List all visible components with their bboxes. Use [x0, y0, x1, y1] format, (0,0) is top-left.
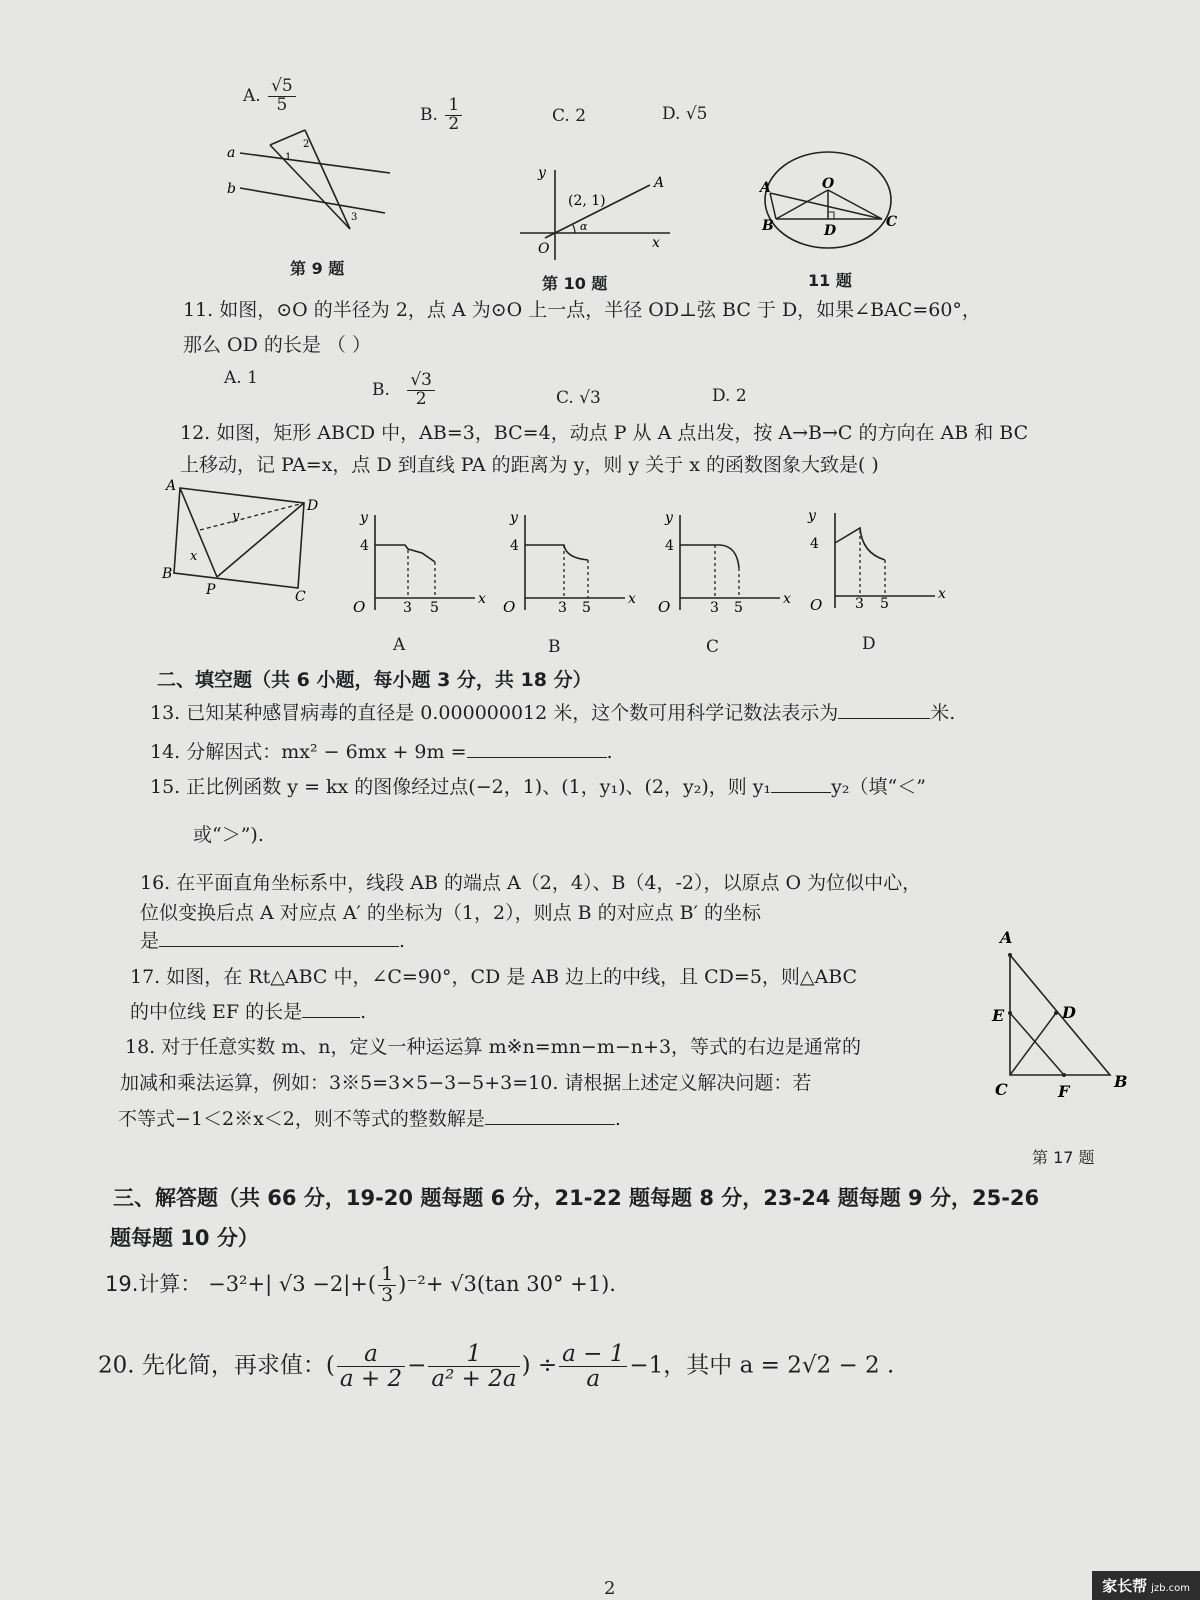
q10-option-a-num: √5	[268, 78, 296, 97]
q19-frac-den: 3	[381, 1283, 394, 1306]
point-a-label: A	[1000, 928, 1013, 947]
q16-line3	[140, 926, 405, 953]
point-o-label: O	[822, 176, 835, 192]
label-a: a	[227, 145, 236, 161]
origin-label: O	[538, 241, 550, 257]
q11-option-b	[372, 372, 437, 409]
graph-a	[350, 510, 490, 620]
q10-option-c: C. 2	[552, 106, 587, 126]
q17-line2	[130, 997, 366, 1024]
figure-17	[990, 925, 1130, 1100]
segment-cd	[1010, 1013, 1056, 1075]
q20-frac2-num: 1	[428, 1342, 519, 1367]
section-3-heading-line2: 题每题 10 分）	[110, 1226, 259, 1250]
point-d-label: D	[1062, 1003, 1076, 1022]
point-d	[1054, 1011, 1058, 1015]
angle-2-label: 2	[303, 139, 310, 150]
q20-frac2-den: a² + 2a	[431, 1366, 517, 1393]
section-2-heading: 二、填空题（共 6 小题，每小题 3 分，共 18 分）	[157, 669, 592, 691]
x-label: x	[628, 591, 636, 607]
point-e	[1008, 1011, 1012, 1015]
section-3-heading-line1: 三、解答题（共 66 分，19-20 题每题 6 分，21-22 题每题 8 分，23-24 题每题 9 分，25-26	[113, 1186, 1040, 1210]
q12-line1: 12. 如图，矩形 ABCD 中，AB=3，BC=4，动点 P 从 A 点出发，按 A→B→C 的方向在 AB 和 BC	[180, 422, 1029, 444]
triangle-abc	[1010, 955, 1110, 1075]
figure-17-caption: 第 17 题	[1032, 1148, 1095, 1167]
tick-5: 5	[430, 600, 439, 616]
q11-line1: 11. 如图，⊙O 的半径为 2，点 A 为⊙O 上一点，半径 OD⊥弦 BC 于 D，如果∠BAC=60°，	[183, 299, 981, 321]
q12-line2: 上移动，记 PA=x，点 D 到直线 PA 的距离为 y，则 y 关于 x 的函数图象大致是( )	[180, 454, 879, 476]
q20-divide: ) ÷	[521, 1352, 558, 1379]
q18-line1: 18. 对于任意实数 m、n，定义一种运运算 m※n=mn−m−n+3，等式的右边是通常的	[125, 1036, 862, 1058]
q10-option-b-label: B.	[420, 104, 438, 125]
line-b	[240, 188, 385, 213]
q15	[150, 772, 926, 799]
q17-tail: .	[360, 1001, 367, 1023]
transversal-1	[270, 145, 350, 229]
graph-a-label: A	[393, 635, 406, 655]
graph-d-label: D	[862, 634, 876, 654]
brand-watermark	[1092, 1571, 1200, 1600]
point-a-label: A	[654, 175, 665, 191]
angle-3-label: 3	[351, 212, 358, 223]
q19-part1: −3²+| √3 −2|+(	[208, 1271, 377, 1296]
angle-1-label: 1	[285, 152, 292, 163]
tick-3: 3	[558, 600, 567, 616]
point-e-label: E	[992, 1006, 1005, 1025]
point-c-label: C	[295, 589, 306, 605]
y-label: y	[232, 509, 240, 524]
alpha-label: α	[580, 220, 588, 233]
rectangle-abcd	[174, 488, 304, 588]
point-f-label: F	[1058, 1082, 1070, 1101]
q16-line2: 位似变换后点 A 对应点 A′ 的坐标为（1，2），则点 B 的对应点 B′ 的坐标	[140, 902, 761, 924]
segment-ef	[1010, 1013, 1064, 1075]
point-a	[1008, 953, 1012, 957]
transversal-top	[270, 130, 305, 145]
q16-tail: .	[399, 930, 406, 952]
q10-option-a-label: A.	[243, 85, 261, 106]
q13-text: 13. 已知某种感冒病毒的直径是 0.000000012 米，这个数可用科学记数法表示为	[150, 702, 839, 724]
q19	[105, 1265, 616, 1306]
q11-option-d: D. 2	[712, 386, 747, 406]
brand-url: jzb.com	[1151, 1583, 1190, 1594]
q20-prefix: 20. 先化简，再求值：(	[98, 1352, 335, 1379]
tick-4: 4	[810, 536, 819, 552]
q10-option-b-num: 1	[445, 97, 462, 116]
y-label: y	[510, 510, 518, 526]
q14-answer-blank[interactable]	[467, 739, 607, 758]
graph-c	[655, 510, 795, 620]
origin-label: O	[810, 596, 823, 614]
q11-option-c: C. √3	[556, 388, 601, 408]
right-angle-mark	[828, 212, 834, 219]
point-a-label: A	[166, 478, 177, 494]
point-c-label: C	[886, 214, 898, 230]
graph-b-label: B	[548, 637, 561, 657]
q14	[150, 737, 613, 764]
transversal-2	[305, 130, 350, 229]
q11-option-b-label: B.	[372, 379, 390, 400]
q10-option-a-den: 5	[276, 94, 288, 115]
y-label: y	[665, 510, 673, 526]
tick-3: 3	[403, 600, 412, 616]
q20-frac3-num: a − 1	[559, 1342, 627, 1367]
q14-text: 14. 分解因式：mx² − 6mx + 9m =	[150, 741, 467, 763]
q20	[98, 1342, 894, 1391]
y-label: y	[538, 165, 546, 181]
chord-ab	[770, 193, 776, 219]
x-label: x	[478, 591, 486, 607]
tick-5: 5	[880, 596, 889, 612]
curve	[680, 545, 739, 568]
point-b-label: B	[762, 218, 774, 234]
point-b-label: B	[1114, 1072, 1128, 1091]
point-p-label: P	[206, 582, 216, 598]
tick-4: 4	[510, 538, 519, 554]
chord-ac	[770, 193, 882, 219]
q13-tail: 米.	[930, 702, 956, 724]
point-d-label: D	[307, 498, 319, 514]
q11-option-b-num: √3	[407, 372, 435, 391]
q10-option-b	[420, 97, 464, 134]
origin-label: O	[353, 598, 366, 616]
q15-text: 15. 正比例函数 y = kx 的图像经过点(−2，1)、(1，y₁)、(2，y₂)，则 y₁	[150, 776, 772, 798]
q13-answer-blank[interactable]	[838, 700, 930, 719]
q15-mid: y₂（填“＜”	[831, 776, 926, 798]
tick-3: 3	[855, 596, 864, 612]
tick-4: 4	[360, 538, 369, 554]
radius-oc	[828, 190, 882, 219]
figure-10	[520, 165, 680, 265]
graph-b	[500, 510, 640, 620]
x-label: x	[190, 549, 198, 564]
q18-line3-text: 不等式−1＜2※x＜2，则不等式的整数解是	[118, 1108, 485, 1130]
y-label: y	[360, 510, 368, 526]
figure-9	[225, 125, 395, 240]
segment-ap	[180, 488, 217, 577]
x-label: x	[938, 586, 946, 602]
label-b: b	[227, 181, 236, 197]
q16-answer-blank[interactable]	[159, 928, 399, 947]
page-number: 2	[604, 1578, 616, 1599]
figure-9-caption: 第 9 题	[290, 259, 345, 278]
q18-answer-blank[interactable]	[485, 1106, 615, 1125]
q20-frac3-den: a	[586, 1366, 601, 1393]
figure-11-caption: 11 题	[808, 271, 852, 290]
figure-11	[760, 148, 910, 258]
y-label: y	[808, 508, 816, 524]
q20-minus: −	[407, 1352, 427, 1379]
q20-tail: −1，其中 a = 2√2 − 2 .	[629, 1352, 895, 1379]
q17-line2-text: 的中位线 EF 的长是	[130, 1001, 303, 1023]
point-c-label: C	[995, 1080, 1008, 1099]
point-b-label: B	[162, 566, 173, 582]
q11-line2: 那么 OD 的长是 （ ）	[183, 334, 371, 356]
q20-frac1-num: a	[337, 1342, 405, 1367]
point-a-label: A	[760, 180, 771, 196]
origin-label: O	[503, 598, 516, 616]
q19-prefix: 19.计算：	[105, 1271, 202, 1296]
q10-option-b-den: 2	[448, 113, 460, 134]
q16-line3-text: 是	[140, 930, 160, 952]
graph-c-label: C	[706, 637, 720, 657]
q14-tail: .	[606, 741, 613, 763]
q15-answer-blank[interactable]	[771, 774, 831, 793]
tick-3: 3	[710, 600, 719, 616]
q13	[150, 698, 955, 725]
tick-5: 5	[734, 600, 743, 616]
q19-frac-num: 1	[378, 1265, 396, 1286]
brand-name: 家长帮	[1102, 1577, 1148, 1595]
x-label: x	[783, 591, 791, 607]
line-a	[240, 153, 390, 173]
angle-arc	[573, 225, 575, 233]
q18-tail: .	[614, 1108, 621, 1130]
point-d-label: D	[824, 223, 837, 239]
q15-line2: 或“＞”).	[193, 824, 264, 846]
tick-4: 4	[665, 538, 674, 554]
q11-option-b-den: 2	[415, 388, 427, 409]
graph-d	[810, 508, 950, 618]
curve	[375, 545, 435, 562]
q17-answer-blank[interactable]	[302, 999, 360, 1018]
q20-frac1-den: a + 2	[339, 1366, 403, 1393]
x-label: x	[652, 235, 660, 251]
tick-5: 5	[582, 600, 591, 616]
q17-line1: 17. 如图，在 Rt△ABC 中，∠C=90°，CD 是 AB 边上的中线，且 CD=5，则△ABC	[130, 966, 858, 988]
q16-line1: 16. 在平面直角坐标系中，线段 AB 的端点 A（2，4）、B（4，-2），以原点 O 为位似中心，	[140, 872, 922, 894]
point-f	[1062, 1073, 1066, 1077]
q10-option-a	[243, 78, 298, 115]
point-coord-label: (2, 1)	[568, 193, 606, 209]
q11-option-a: A. 1	[224, 368, 258, 388]
figure-12-rectangle	[162, 478, 327, 608]
segment-pd	[217, 503, 304, 577]
curve	[525, 545, 588, 560]
figure-10-caption: 第 10 题	[542, 274, 608, 293]
q18-line2: 加减和乘法运算，例如：3※5=3×5−3−5+3=10. 请根据上述定义解决问题：若	[120, 1072, 812, 1094]
q10-option-d: D. √5	[662, 104, 708, 124]
q18-line3	[118, 1104, 621, 1131]
origin-label: O	[658, 598, 671, 616]
q19-part2: )⁻²+ √3(tan 30° +1).	[398, 1271, 616, 1296]
